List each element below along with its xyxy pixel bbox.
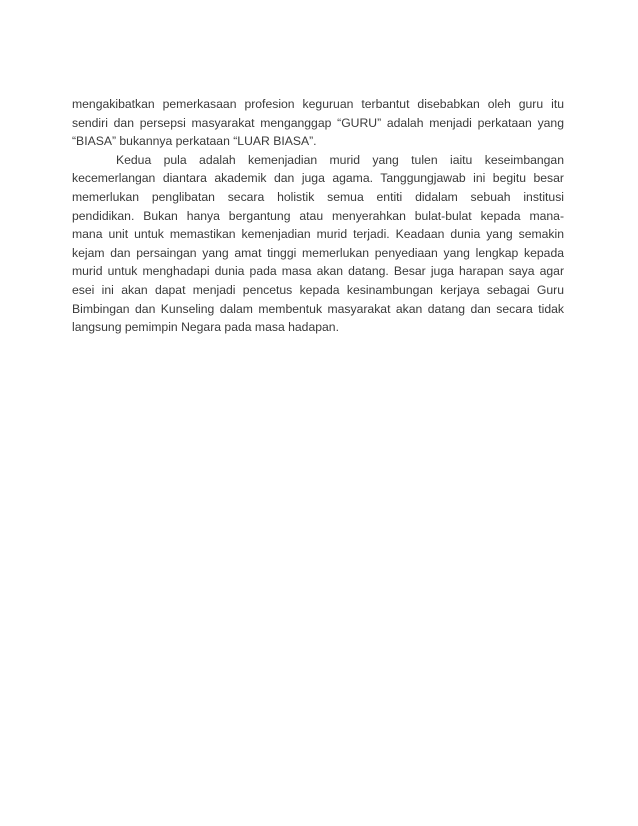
paragraph-2	[72, 151, 564, 337]
text-line: murid untuk menghadapi dunia pada masa akan datang. Besar juga harapan saya agar	[72, 264, 564, 279]
text-line: kejam dan persaingan yang amat tinggi memerlukan penyediaan yang lengkap kepada	[72, 245, 564, 260]
text-line: Kedua pula adalah kemenjadian murid yang tulen iaitu keseimbangan	[116, 152, 564, 167]
body-text	[72, 95, 564, 337]
text-line: langsung pemimpin Negara pada masa hadapan.	[72, 320, 339, 335]
paragraph-1	[72, 95, 564, 151]
text-line: kecemerlangan diantara akademik dan juga agama. Tanggungjawab ini begitu besar	[72, 171, 564, 186]
text-line: sendiri dan persepsi masyarakat menganggap “GURU” adalah menjadi perkataan yang	[72, 115, 564, 130]
text-line: pendidikan. Bukan hanya bergantung atau menyerahkan bulat-bulat kepada mana-	[72, 208, 564, 223]
text-line: “BIASA” bukannya perkataan “LUAR BIASA”.	[72, 134, 317, 149]
text-line: Bimbingan dan Kunseling dalam membentuk masyarakat akan datang dan secara tidak	[72, 301, 564, 316]
text-line: esei ini akan dapat menjadi pencetus kepada kesinambungan kerjaya sebagai Guru	[72, 282, 564, 297]
text-line: memerlukan penglibatan secara holistik semua entiti didalam sebuah institusi	[72, 189, 564, 204]
text-line: mana unit untuk memastikan kemenjadian murid terjadi. Keadaan dunia yang semakin	[72, 227, 564, 242]
text-line: mengakibatkan pemerkasaan profesion keguruan terbantut disebabkan oleh guru itu	[72, 97, 564, 111]
